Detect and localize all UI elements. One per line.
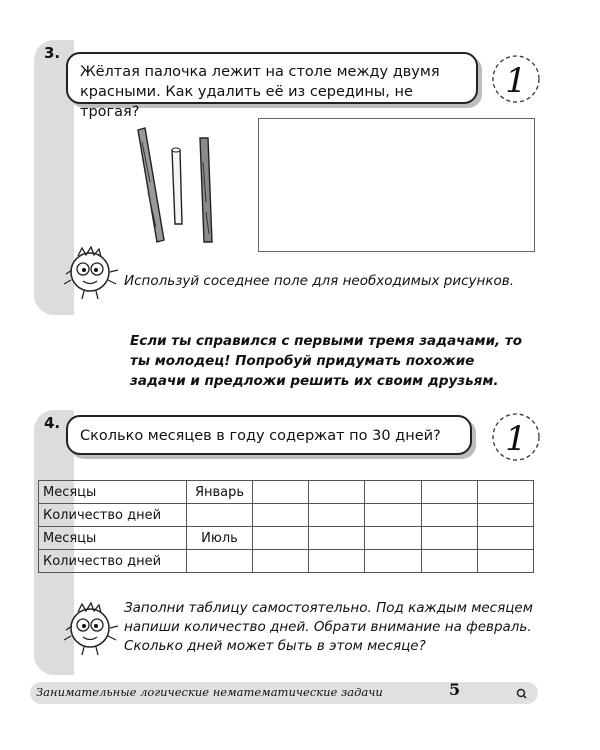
row-label: Количество дней (39, 504, 187, 527)
table-cell[interactable] (253, 527, 309, 550)
table-cell[interactable] (477, 550, 533, 573)
table-cell[interactable] (477, 481, 533, 504)
table-cell[interactable] (365, 504, 421, 527)
table-cell[interactable] (187, 550, 253, 573)
task3-number: 3. (44, 44, 61, 62)
months-table (38, 480, 534, 573)
table-cell[interactable] (365, 481, 421, 504)
table-row (39, 504, 534, 527)
drawing-area[interactable] (258, 118, 535, 252)
sticks-illustration (130, 122, 230, 247)
task3-hint: Используй соседнее поле для необходимых рисунков. (124, 273, 515, 289)
task4-hint: Заполни таблицу самостоятельно. Под каждым месяцем напиши количество дней. Обрати внимание на февраль. Сколько дней может быть в этом месяце? (124, 600, 533, 654)
task3-score-badge (490, 52, 542, 106)
task4-score: 1 (505, 419, 527, 459)
table-cell[interactable] (421, 481, 477, 504)
table-cell[interactable] (253, 481, 309, 504)
footer-bullet-icon (514, 686, 528, 700)
task3-question-text: Жёлтая палочка лежит на столе между двумя красными. Как удалить её из середины, не трогая? (80, 64, 440, 120)
table-cell[interactable] (421, 527, 477, 550)
table-cell[interactable] (309, 481, 365, 504)
table-cell[interactable] (187, 504, 253, 527)
table-cell[interactable] (309, 527, 365, 550)
task4-question-text: Сколько месяцев в году содержат по 30 дней? (80, 428, 441, 444)
table-cell[interactable] (253, 504, 309, 527)
mascot-icon (58, 600, 122, 658)
task3-score: 1 (505, 61, 527, 101)
row-label: Месяцы (39, 481, 187, 504)
table-cell[interactable] (365, 550, 421, 573)
row-label: Количество дней (39, 550, 187, 573)
table-row (39, 527, 534, 550)
task4-number: 4. (44, 414, 61, 432)
row-label: Месяцы (39, 527, 187, 550)
table-cell[interactable] (477, 504, 533, 527)
task3-question (66, 52, 478, 120)
table-cell[interactable] (365, 527, 421, 550)
footer-title: Занимательные логические нематематические задачи (36, 685, 383, 699)
month-cell: Январь (187, 481, 253, 504)
task4-question (66, 415, 472, 455)
red-stick-left (138, 128, 164, 242)
mascot-icon (58, 244, 122, 302)
yellow-stick-middle (172, 148, 182, 224)
task4-score-badge (490, 410, 542, 464)
table-cell[interactable] (309, 504, 365, 527)
table-row (39, 550, 534, 573)
table-row (39, 481, 534, 504)
page-number: 5 (449, 680, 461, 699)
praise-note: Если ты справился с первыми тремя задачами, то ты молодец! Попробуй придумать похожие задачи и предложи решить их своим друзьям. (130, 333, 522, 389)
month-cell: Июль (187, 527, 253, 550)
table-cell[interactable] (477, 527, 533, 550)
table-cell[interactable] (421, 504, 477, 527)
table-cell[interactable] (253, 550, 309, 573)
table-cell[interactable] (421, 550, 477, 573)
table-cell[interactable] (309, 550, 365, 573)
red-stick-right (200, 138, 212, 242)
